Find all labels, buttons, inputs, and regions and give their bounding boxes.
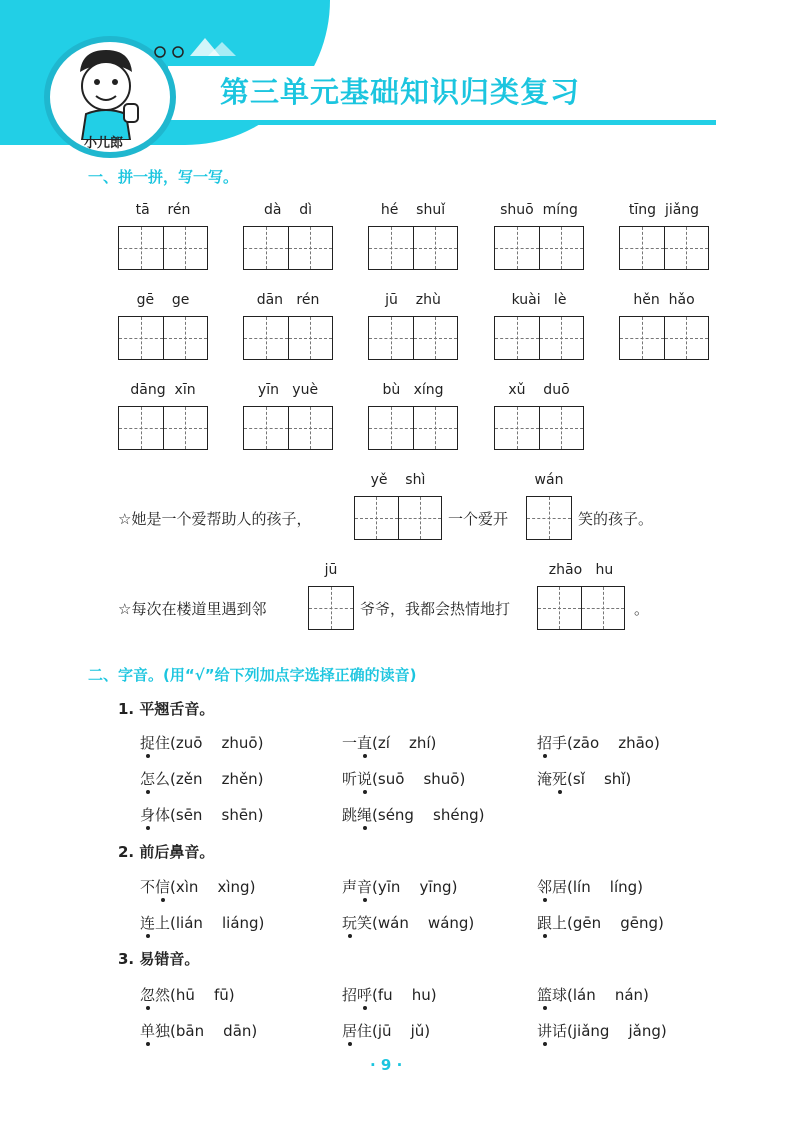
sentence1-pinyin1: yě shì	[370, 472, 426, 488]
sentence2-pinyin1: jū	[324, 562, 338, 578]
sentence2-part2: 爷爷，我都会热情地打	[360, 600, 511, 618]
mascot-label: 小儿郎	[84, 136, 124, 151]
item-char-a: 招	[537, 734, 553, 752]
writing-box[interactable]	[494, 406, 584, 450]
header-background-edge	[0, 0, 40, 145]
item-pinyin-options: (suō shuō)	[372, 770, 466, 788]
pronunciation-item[interactable]	[537, 732, 660, 753]
item-pinyin-options: (yīn yīng)	[372, 878, 458, 896]
item-pinyin-options: (hū fū)	[170, 986, 235, 1004]
pronunciation-item[interactable]	[342, 1020, 430, 1041]
sentence1-part3: 笑的孩子。	[578, 510, 654, 528]
item-pinyin-options: (zuō zhuō)	[170, 734, 264, 752]
item-char-a: 一	[342, 734, 358, 752]
item-pinyin-options: (zěn zhěn)	[170, 770, 264, 788]
pronunciation-item[interactable]	[140, 1020, 257, 1041]
box-pinyin: dāng xīn	[130, 382, 196, 398]
writing-box[interactable]	[243, 226, 333, 270]
writing-box[interactable]	[118, 226, 208, 270]
section2-heading: 二、字音。(用“√”给下列加点字选择正确的读音)	[88, 666, 417, 684]
pronunciation-item[interactable]	[140, 876, 255, 897]
item-char-b: 说	[357, 770, 373, 788]
pronunciation-item[interactable]	[140, 768, 264, 789]
pronunciation-item[interactable]	[537, 912, 664, 933]
item-char-b: 笑	[357, 914, 373, 932]
pronunciation-item[interactable]	[537, 876, 643, 897]
item-char-b: 上	[155, 914, 171, 932]
pronunciation-item[interactable]	[537, 984, 649, 1005]
item-char-b: 信	[155, 878, 171, 896]
group-title: 3. 易错音。	[118, 950, 200, 968]
item-pinyin-options: (fu hu)	[372, 986, 437, 1004]
item-pinyin-options: (zí zhí)	[372, 734, 437, 752]
item-char-a: 怎	[140, 770, 156, 788]
sentence1-writing-box2[interactable]	[526, 496, 572, 540]
item-char-a: 篮	[537, 986, 553, 1004]
sentence1-part2: 一个爱开	[448, 510, 509, 528]
item-char-a: 招	[342, 986, 358, 1004]
writing-box[interactable]	[494, 226, 584, 270]
group-title: 2. 前后鼻音。	[118, 843, 215, 861]
pronunciation-item[interactable]	[537, 1020, 667, 1041]
pronunciation-item[interactable]	[140, 984, 235, 1005]
item-char-a: 讲	[537, 1022, 553, 1040]
writing-box[interactable]	[118, 406, 208, 450]
pronunciation-item[interactable]	[140, 912, 264, 933]
pronunciation-item[interactable]	[342, 768, 465, 789]
sentence1-pinyin2: wán	[534, 472, 564, 488]
box-pinyin: kuài lè	[511, 292, 567, 308]
item-pinyin-options: (sēn shēn)	[170, 806, 264, 824]
item-char-b: 音	[357, 878, 373, 896]
sentence2-writing-box2[interactable]	[537, 586, 625, 630]
page-number: · 9 ·	[370, 1056, 403, 1074]
box-pinyin: yīn yuè	[257, 382, 319, 398]
writing-box[interactable]	[243, 406, 333, 450]
item-char-a: 玩	[342, 914, 358, 932]
item-pinyin-options: (bān dān)	[170, 1022, 258, 1040]
item-char-a: 声	[342, 878, 358, 896]
pronunciation-item[interactable]	[342, 984, 437, 1005]
pronunciation-item[interactable]	[140, 804, 263, 825]
box-pinyin: dà dì	[263, 202, 313, 218]
sentence2-part1: ☆每次在楼道里遇到邻	[118, 600, 267, 618]
sentence2-part3: 。	[634, 600, 650, 618]
item-pinyin-options: (lián liáng)	[170, 914, 265, 932]
bicycle-icon	[150, 30, 240, 60]
writing-box[interactable]	[619, 316, 709, 360]
item-char-a: 忽	[140, 986, 156, 1004]
item-char-b: 么	[155, 770, 171, 788]
writing-box[interactable]	[368, 406, 458, 450]
item-char-b: 死	[552, 770, 568, 788]
item-char-b: 手	[552, 734, 568, 752]
item-char-a: 居	[342, 1022, 358, 1040]
writing-box[interactable]	[368, 316, 458, 360]
item-pinyin-options: (zāo zhāo)	[567, 734, 660, 752]
box-pinyin: jū zhù	[385, 292, 441, 308]
item-char-b: 球	[552, 986, 568, 1004]
item-char-b: 居	[552, 878, 568, 896]
writing-box[interactable]	[368, 226, 458, 270]
item-char-b: 上	[552, 914, 568, 932]
section1-heading: 一、拼一拼，写一写。	[88, 168, 239, 186]
pronunciation-item[interactable]	[342, 732, 436, 753]
item-char-a: 跟	[537, 914, 553, 932]
writing-box[interactable]	[619, 226, 709, 270]
item-char-b: 独	[155, 1022, 171, 1040]
item-char-b: 呼	[357, 986, 373, 1004]
pronunciation-item[interactable]	[342, 876, 457, 897]
item-char-a: 淹	[537, 770, 553, 788]
item-char-b: 住	[155, 734, 171, 752]
item-pinyin-options: (gēn gēng)	[567, 914, 664, 932]
item-pinyin-options: (séng shéng)	[372, 806, 485, 824]
sentence2-pinyin2: zhāo hu	[548, 562, 614, 578]
item-char-a: 听	[342, 770, 358, 788]
item-char-a: 不	[140, 878, 156, 896]
box-pinyin: bù xíng	[382, 382, 444, 398]
writing-box[interactable]	[243, 316, 333, 360]
item-pinyin-options: (jiǎng jǎng)	[567, 1022, 667, 1040]
item-char-b: 住	[357, 1022, 373, 1040]
item-pinyin-options: (lán nán)	[567, 986, 649, 1004]
item-pinyin-options: (sǐ shǐ)	[567, 770, 632, 788]
sentence1-writing-box1[interactable]	[354, 496, 442, 540]
item-char-a: 邻	[537, 878, 553, 896]
item-char-a: 连	[140, 914, 156, 932]
item-pinyin-options: (wán wáng)	[372, 914, 475, 932]
item-char-b: 绳	[357, 806, 373, 824]
box-pinyin: dān rén	[256, 292, 320, 308]
item-char-a: 跳	[342, 806, 358, 824]
item-char-b: 体	[155, 806, 171, 824]
sentence1-part1: ☆她是一个爱帮助人的孩子，	[118, 510, 312, 528]
item-char-a: 单	[140, 1022, 156, 1040]
box-pinyin: xǔ duō	[508, 382, 570, 398]
item-char-a: 捉	[140, 734, 156, 752]
sentence2-writing-box1[interactable]	[308, 586, 354, 630]
item-pinyin-options: (xìn xìng)	[170, 878, 256, 896]
pronunciation-item[interactable]	[537, 768, 631, 789]
group-title: 1. 平翘舌音。	[118, 700, 215, 718]
pronunciation-item[interactable]	[342, 804, 484, 825]
item-char-a: 身	[140, 806, 156, 824]
box-pinyin: gē ge	[136, 292, 190, 308]
item-char-b: 然	[155, 986, 171, 1004]
page-title: 第三单元基础知识归类复习	[220, 75, 581, 109]
boy-mascot-icon	[50, 42, 158, 140]
item-char-b: 话	[552, 1022, 568, 1040]
box-pinyin: shuō míng	[500, 202, 578, 218]
box-pinyin: hé shuǐ	[380, 202, 446, 218]
writing-box[interactable]	[494, 316, 584, 360]
writing-box[interactable]	[118, 316, 208, 360]
box-pinyin: tīng jiǎng	[628, 202, 700, 218]
box-pinyin: hěn hǎo	[633, 292, 695, 308]
pronunciation-item[interactable]	[140, 732, 263, 753]
item-pinyin-options: (lín líng)	[567, 878, 644, 896]
pronunciation-item[interactable]	[342, 912, 474, 933]
item-char-b: 直	[357, 734, 373, 752]
item-pinyin-options: (jū jǔ)	[372, 1022, 431, 1040]
box-pinyin: tā rén	[135, 202, 191, 218]
